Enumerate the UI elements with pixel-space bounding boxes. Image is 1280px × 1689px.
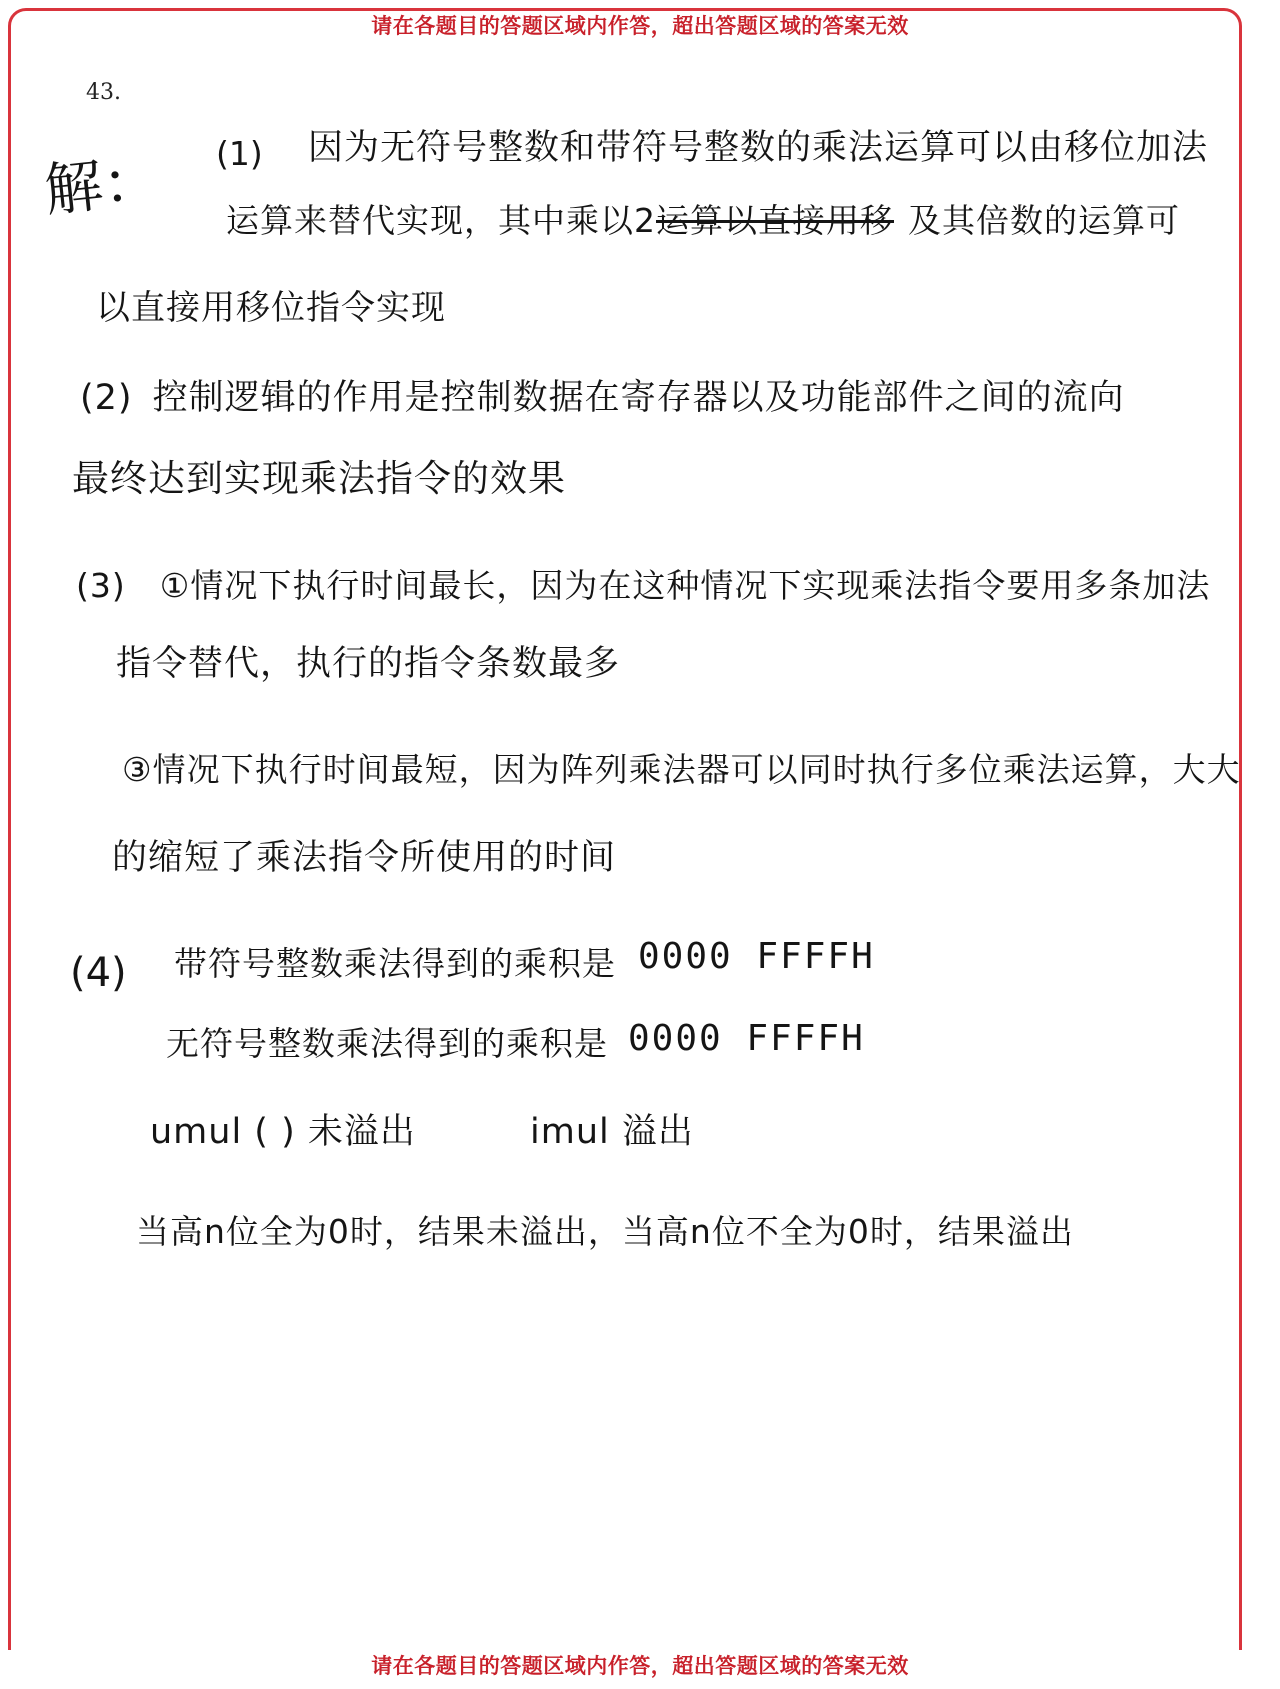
- question-number: 43.: [86, 80, 121, 105]
- part1-line2b: 及其倍数的运算可: [908, 201, 1180, 240]
- part3-line1: [76, 560, 1210, 607]
- part3-line1-text: ①情况下执行时间最长，因为在这种情况下实现乘法指令要用多条加法: [159, 566, 1211, 605]
- part1-line2-struck: 运算以直接用移: [656, 201, 894, 240]
- part3-line3: ③情况下执行时间最短，因为阵列乘法器可以同时执行多位乘法运算，大大: [122, 750, 1241, 789]
- part4-row3-right: imul 溢出: [530, 1112, 694, 1152]
- part1-line3: 以直接用移位指令实现: [96, 288, 446, 328]
- part2-label: (2): [80, 378, 133, 418]
- banner-bottom: 请在各题目的答题区域内作答，超出答题区域的答案无效: [0, 1650, 1280, 1680]
- part4-row4: 当高n位全为0时，结果未溢出，当高n位不全为0时，结果溢出: [136, 1212, 1074, 1251]
- part3-line4: 的缩短了乘法指令所使用的时间: [112, 838, 617, 878]
- part3-line2: 指令替代，执行的指令条数最多: [116, 644, 621, 684]
- part1-line1: 因为无符号整数和带符号整数的乘法运算可以由移位加法: [308, 128, 1209, 168]
- part4-row2-value: 0000 FFFFH: [628, 1018, 865, 1059]
- part2-line1: [80, 370, 1125, 420]
- part4-row3-left: umul ( ) 未溢出: [150, 1112, 416, 1152]
- part4-label: (4): [70, 950, 127, 996]
- part4-row2-text: 无符号整数乘法得到的乘积是: [166, 1024, 608, 1063]
- part4-row1-value: 0000 FFFFH: [638, 936, 875, 977]
- banner-top: 请在各题目的答题区域内作答，超出答题区域的答案无效: [371, 14, 909, 38]
- jie-text: 解：: [41, 145, 164, 225]
- part3-label: (3): [76, 566, 126, 605]
- part2-line1-text: 控制逻辑的作用是控制数据在寄存器以及功能部件之间的流向: [152, 378, 1125, 418]
- part1-line2: [226, 195, 1180, 242]
- part1-label: (1): [216, 134, 263, 173]
- part4-row1-text: 带符号整数乘法得到的乘积是: [174, 944, 616, 983]
- part1-line2a: 运算来替代实现，其中乘以2: [226, 201, 656, 240]
- part2-line2: 最终达到实现乘法指令的效果: [72, 457, 566, 500]
